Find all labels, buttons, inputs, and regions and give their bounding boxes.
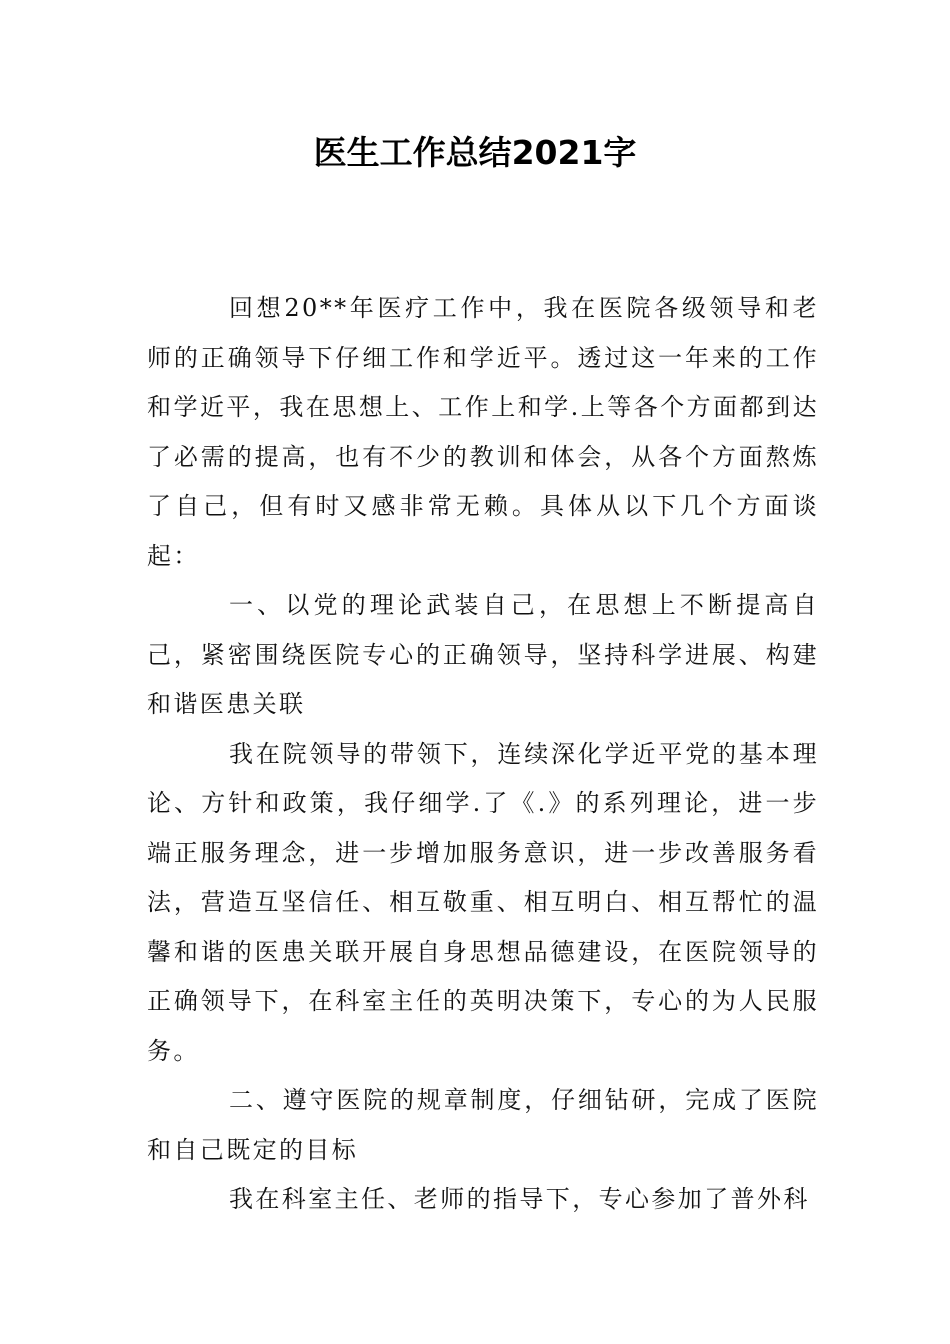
paragraph-intro: 回想20**年医疗工作中，我在医院各级领导和老师的正确领导下仔细工作和学近平。透过这一年来的工作和学近平，我在思想上、工作上和学.上等各个方面都到达了必需的提高，也有不少的教训和体会，从各个方面熬炼了自己，但有时又感非常无赖。具体从以下几个方面谈起：: [147, 294, 819, 570]
document-body: [147, 284, 819, 1225]
paragraph-section-two-heading: 二、遵守医院的规章制度，仔细钻研，完成了医院和自己既定的目标: [147, 1086, 819, 1164]
paragraph-section-one-body: 我在院领导的带领下，连续深化学近平党的基本理论、方针和政策，我仔细学.了《.》的系列理论，进一步端正服务理念，进一步增加服务意识，进一步改善服务看法，营造互坚信任、相互敬重、相互明白、相互帮忙的温馨和谐的医患关联开展自身思想品德建设，在医院领导的正确领导下，在科室主任的英明决策下，专心的为人民服务。: [147, 739, 819, 1065]
paragraph-section-two-body: 我在科室主任、老师的指导下，专心参加了普外科: [229, 1185, 810, 1213]
document-title: 医生工作总结2021字: [313, 133, 637, 172]
paragraph-section-one-heading: 一、以党的理论武装自己，在思想上不断提高自己，紧密围绕医院专心的正确领导，坚持科学进展、构建和谐医患关联: [147, 591, 819, 718]
